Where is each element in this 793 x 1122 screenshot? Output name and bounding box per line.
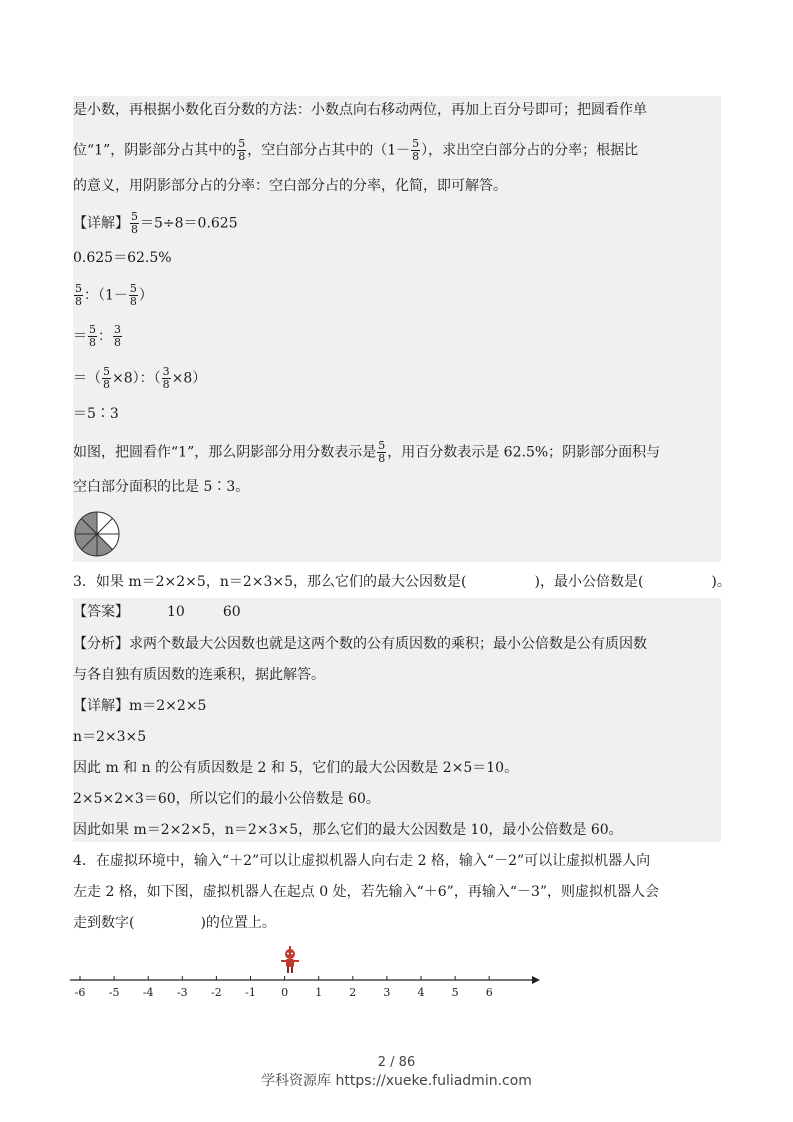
sol2-eq4: ＝ $\frac{5}{8}$ ： $\frac{3}{8}$ [73, 323, 121, 349]
q3-detail-line3: 因此 m 和 n 的公有质因数是 2 和 5，它们的最大公因数是 2×5＝10。 [73, 760, 519, 776]
number-line-label: 6 [485, 986, 493, 999]
sol2-eq2: 0.625＝62.5% [73, 250, 172, 266]
pie-figure [73, 510, 121, 558]
sol2-conclusion2: 空白部分面积的比是 5∶3。 [73, 479, 250, 495]
page-number: 2 / 86 [377, 1055, 416, 1070]
number-line-label: 3 [383, 986, 391, 999]
source-watermark: 学科资源库 https://xueke.fuliadmin.com [261, 1073, 532, 1089]
q3-detail-line2: n＝2×3×5 [73, 729, 147, 745]
sol2-line1: 是小数，再根据小数化百分数的方法：小数点向右移动两位，再加上百分号即可；把圆看作单 [73, 102, 647, 118]
sol2-eq3: $\frac{5}{8}$ ：（1－ $\frac{5}{8}$ ） [75, 282, 153, 308]
number-line-label: 2 [349, 986, 357, 999]
q3-answer: 【答案】 10 60 [73, 604, 241, 620]
number-line-label: -5 [108, 986, 120, 999]
number-line-label: -6 [74, 986, 86, 999]
fraction-5-8: $\frac{5}{8}$ [238, 137, 246, 163]
q3-detail-line1: 【详解】m＝2×2×5 [73, 698, 207, 714]
q4-line2: 左走 2 格，如下图，虚拟机器人在起点 0 处，若先输入“＋6”，再输入“－3”，则虚拟机器人会 [73, 884, 660, 900]
sol2-detail-eq1: 【详解】 $\frac{5}{8}$ ＝5÷8＝0.625 [73, 210, 238, 236]
fraction-5-8: $\frac{5}{8}$ [412, 137, 420, 163]
number-line [66, 942, 546, 1004]
sol2-line3: 的意义，用阴影部分占的分率：空白部分占的分率，化简，即可解答。 [73, 178, 507, 194]
q3-question: 3．如果 m＝2×2×5，n＝2×3×5，那么它们的最大公因数是( )，最小公倍数是( )。 [73, 574, 731, 590]
sol2-line2: 位“1”，阴影部分占其中的 $\frac{5}{8}$ ，空白部分占其中的（1－ $\frac{5}{8}$ ），求出空白部分占的分率；根据比 [73, 137, 639, 163]
sol2-eq6: ＝5∶3 [73, 406, 119, 422]
number-line-label: -1 [245, 986, 256, 999]
q3-analysis-line2: 与各自独有质因数的连乘积，据此解答。 [73, 667, 325, 683]
q3-detail-line4: 2×5×2×3＝60，所以它们的最小公倍数是 60。 [73, 791, 380, 807]
sol2-conclusion1: 如图，把圆看作“1”，那么阴影部分用分数表示是 $\frac{5}{8}$ ，用百分数表示是 62.5%；阴影部分面积与 [73, 439, 661, 465]
number-line-label: -2 [211, 986, 222, 999]
q4-line3: 走到数字( )的位置上。 [73, 915, 276, 931]
sol2-eq5: ＝（ $\frac{5}{8}$ ×8）：（ $\frac{3}{8}$ ×8） [73, 365, 207, 391]
number-line-label: -4 [142, 986, 154, 999]
answer-lcm: 60 [222, 604, 241, 620]
number-line-label: -3 [176, 986, 188, 999]
number-line-label: 1 [315, 986, 323, 999]
number-line-label: 5 [451, 986, 459, 999]
answer-gcd: 10 [167, 604, 185, 620]
page-footer [0, 1054, 793, 1090]
number-line-label: 0 [281, 986, 289, 999]
q3-analysis-line1: 【分析】求两个数最大公因数也就是这两个数的公有质因数的乘积；最小公倍数是公有质因数 [73, 636, 647, 652]
number-line-label: 4 [417, 986, 425, 999]
q4-line1: 4．在虚拟环境中，输入“＋2”可以让虚拟机器人向右走 2 格，输入“－2”可以让虚拟机器人向 [73, 853, 651, 869]
q3-detail-line5: 因此如果 m＝2×2×5，n＝2×3×5，那么它们的最大公因数是 10，最小公倍数是 60。 [73, 822, 623, 838]
